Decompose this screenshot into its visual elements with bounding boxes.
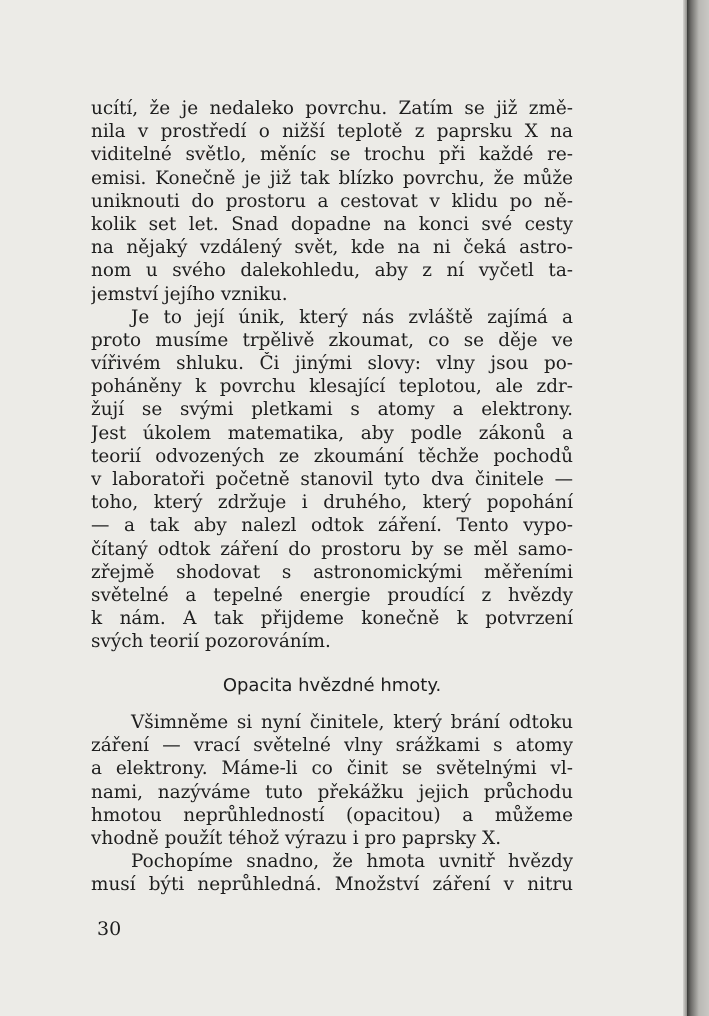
text-line: — a tak aby nalezl odtok záření. Tento vypo- bbox=[91, 515, 573, 537]
text-line: a elektrony. Máme-li co činit se světelnými vl- bbox=[91, 758, 573, 780]
body-text-section-1 bbox=[91, 97, 573, 654]
text-line: nom u svého dalekohledu, aby z ní vyčetl ta- bbox=[91, 260, 573, 282]
text-line: záření — vrací světelné vlny srážkami s atomy bbox=[91, 735, 573, 757]
text-line: viditelné světlo, měníc se trochu při každé re- bbox=[91, 144, 573, 166]
text-line: vířivém shluku. Či jinými slovy: vlny jsou po- bbox=[91, 353, 573, 375]
text-line: poháněny k povrchu klesající teplotou, ale zdr- bbox=[91, 376, 573, 398]
text-line: vhodně použít téhož výrazu i pro paprsky X. bbox=[91, 827, 502, 849]
text-line: jemství jejího vzniku. bbox=[91, 283, 288, 305]
text-line: svých teorií pozorováním. bbox=[91, 631, 331, 653]
section-heading: Opacita hvězdné hmoty. bbox=[222, 675, 442, 696]
text-line: hmotou neprůhledností (opacitou) a můžeme bbox=[91, 804, 573, 826]
book-gutter bbox=[687, 0, 709, 1016]
text-line: nami, nazýváme tuto překážku jejich průchodu bbox=[91, 781, 573, 803]
text-line: emisi. Konečně je již tak blízko povrchu, že může bbox=[91, 167, 573, 189]
text-line: toho, který zdržuje i druhého, který popohání bbox=[91, 492, 573, 514]
text-line: nila v prostředí o nižší teplotě z paprsku X na bbox=[91, 121, 573, 143]
text-line: čítaný odtok záření do prostoru by se měl samo- bbox=[91, 538, 573, 560]
text-line: na nějaký vzdálený svět, kde na ni čeká astro- bbox=[91, 237, 573, 259]
text-line: uniknouti do prostoru a cestovat v klidu po ně- bbox=[91, 190, 573, 212]
text-line: proto musíme trpělivě zkoumat, co se děje ve bbox=[91, 329, 573, 351]
text-line: Pochopíme snadno, že hmota uvnitř hvězdy bbox=[131, 851, 573, 873]
text-line: světelné a tepelné energie proudící z hvězdy bbox=[91, 584, 573, 606]
text-line: Všimněme si nyní činitele, který brání odtoku bbox=[131, 712, 573, 733]
text-line: žují se svými pletkami s atomy a elektrony. bbox=[91, 399, 573, 421]
text-line: kolik set let. Snad dopadne na konci své cesty bbox=[91, 213, 573, 235]
text-line: v laboratoři početně stanovil tyto dva činitele — bbox=[91, 469, 573, 490]
text-line: zřejmě shodovat s astronomickými měřeními bbox=[91, 561, 573, 583]
text-line: k nám. A tak přijdeme konečně k potvrzení bbox=[91, 608, 573, 630]
text-line: musí býti neprůhledná. Množství záření v nitru bbox=[91, 874, 573, 896]
text-line: teorií odvozených ze zkoumání těchže pochodů bbox=[91, 445, 573, 467]
text-line: ucítí, že je nedaleko povrchu. Zatím se již změ- bbox=[91, 98, 573, 119]
text-line: Jest úkolem matematika, aby podle zákonů a bbox=[91, 422, 573, 444]
body-text-section-2 bbox=[91, 711, 573, 897]
page-number: 30 bbox=[97, 918, 122, 940]
text-line: Je to její únik, který nás zvláště zajímá a bbox=[131, 306, 573, 328]
